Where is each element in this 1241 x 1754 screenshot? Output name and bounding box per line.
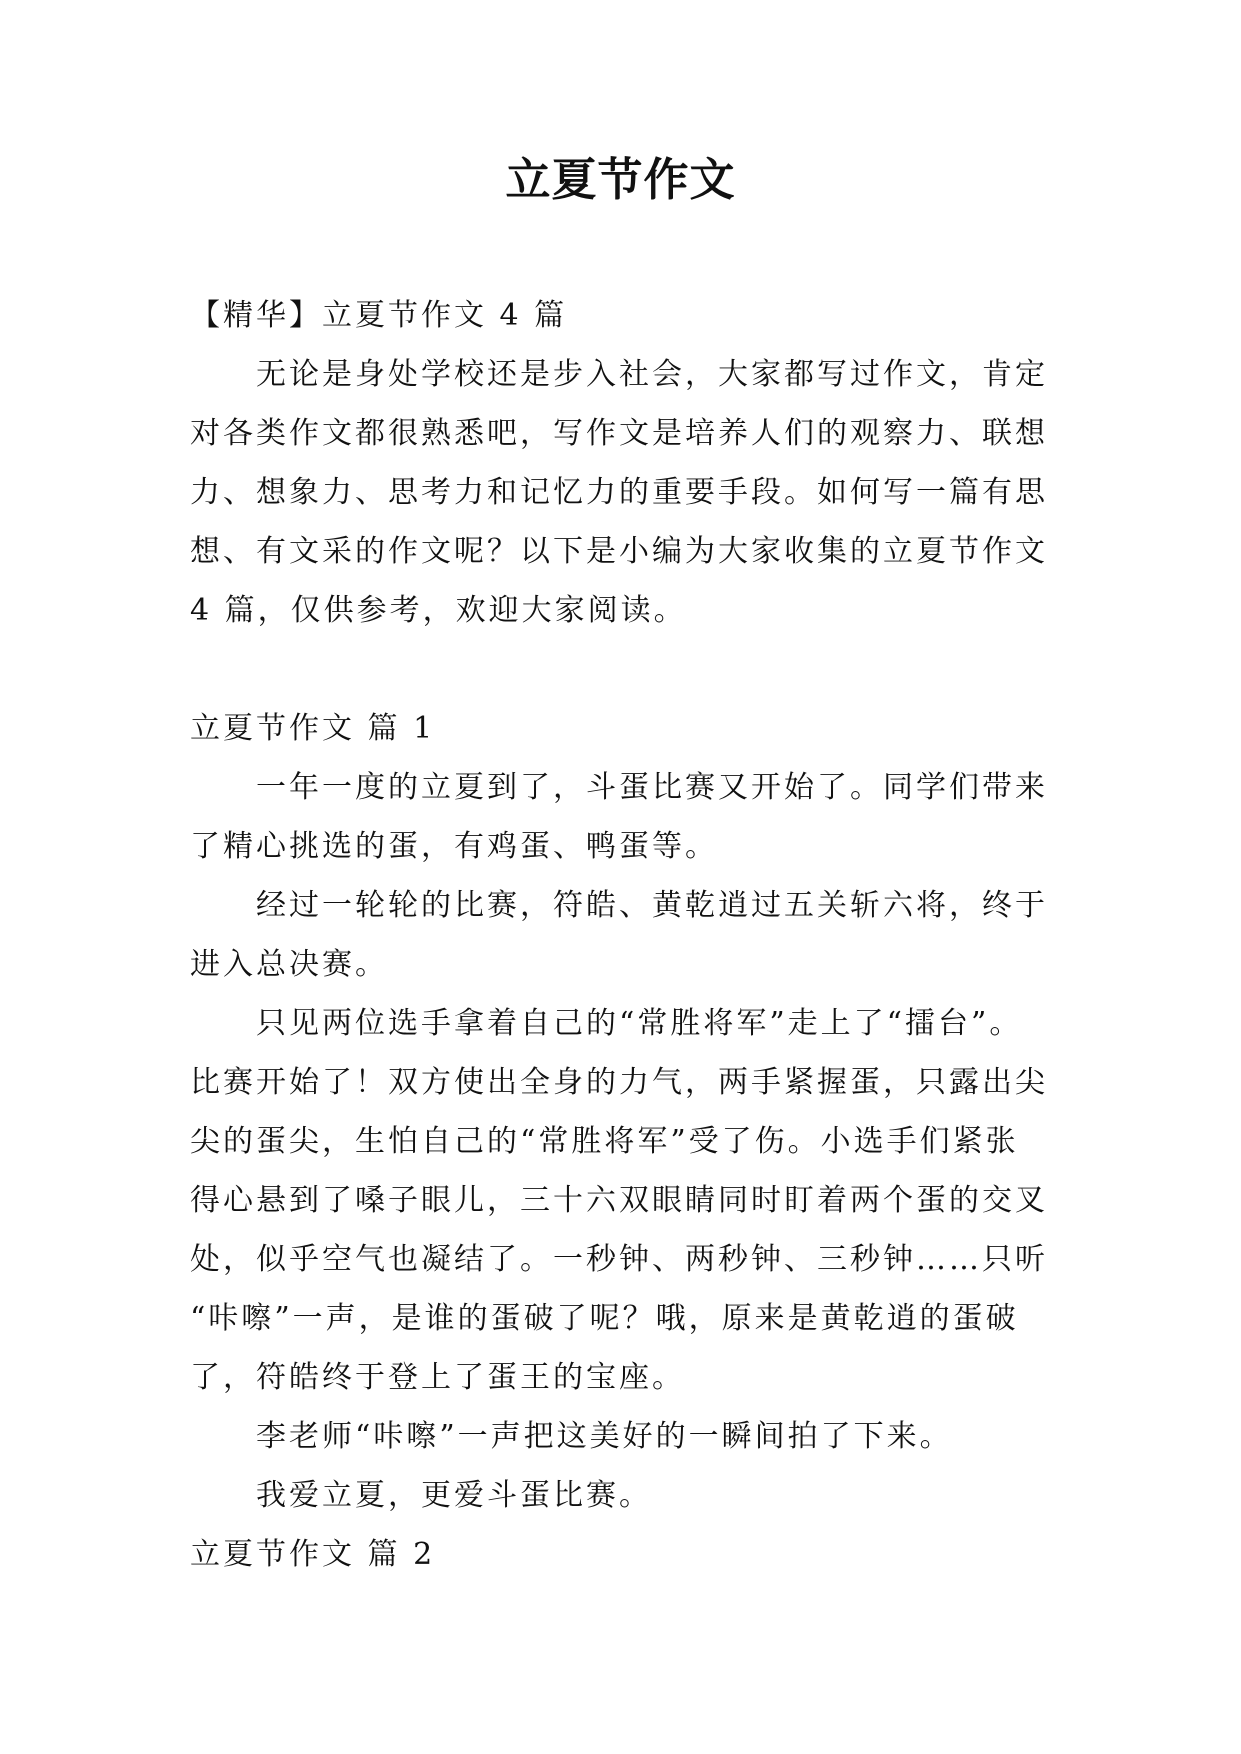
intro-line: 想、有文采的作文呢？以下是小编为大家收集的立夏节作文 — [190, 534, 1048, 569]
intro-line: 力、想象力、思考力和记忆力的重要手段。如何写一篇有思 — [190, 475, 1048, 510]
paragraph — [190, 1407, 1060, 1466]
section-spacer — [190, 640, 1060, 699]
paragraph-line: 比赛开始了！双方使出全身的力气，两手紧握蛋，只露出尖 — [190, 1065, 1048, 1100]
paragraph — [190, 758, 1060, 876]
paragraph-line: “咔嚓”一声，是谁的蛋破了呢？哦，原来是黄乾逍的蛋破 — [190, 1301, 1019, 1336]
paragraph-line: 我爱立夏，更爱斗蛋比赛。 — [256, 1478, 652, 1513]
section-heading-2: 立夏节作文 篇 2 — [190, 1537, 436, 1572]
paragraph-line: 进入总决赛。 — [190, 947, 388, 982]
intro-line: 对各类作文都很熟悉吧，写作文是培养人们的观察力、联想 — [190, 416, 1048, 451]
paragraph-line: 李老师“咔嚓”一声把这美好的一瞬间拍了下来。 — [256, 1419, 953, 1454]
paragraph-line: 一年一度的立夏到了，斗蛋比赛又开始了。同学们带来 — [256, 770, 1048, 805]
paragraph-line: 经过一轮轮的比赛，符皓、黄乾逍过五关斩六将，终于 — [256, 888, 1048, 923]
paragraph-line: 尖的蛋尖，生怕自己的“常胜将军”受了伤。小选手们紧张 — [190, 1124, 1019, 1159]
paragraph — [190, 1466, 1060, 1525]
subtitle: 【精华】立夏节作文 4 篇 — [190, 298, 568, 333]
paragraph-line: 了，符皓终于登上了蛋王的宝座。 — [190, 1360, 685, 1395]
intro-line: 4 篇，仅供参考，欢迎大家阅读。 — [190, 593, 687, 628]
document-body — [190, 286, 1060, 1584]
paragraph-line: 只见两位选手拿着自己的“常胜将军”走上了“擂台”。 — [256, 1006, 1023, 1041]
paragraph — [190, 994, 1060, 1407]
intro-line: 无论是身处学校还是步入社会，大家都写过作文，肯定 — [256, 357, 1048, 392]
paragraph-line: 了精心挑选的蛋，有鸡蛋、鸭蛋等。 — [190, 829, 718, 864]
document-title: 立夏节作文 — [505, 153, 736, 206]
section-heading-1: 立夏节作文 篇 1 — [190, 711, 436, 746]
intro-paragraph — [190, 345, 1060, 640]
paragraph-line: 处，似乎空气也凝结了。一秒钟、两秒钟、三秒钟……只听 — [190, 1242, 1048, 1277]
paragraph — [190, 876, 1060, 994]
paragraph-line: 得心悬到了嗓子眼儿，三十六双眼睛同时盯着两个蛋的交叉 — [190, 1183, 1048, 1218]
